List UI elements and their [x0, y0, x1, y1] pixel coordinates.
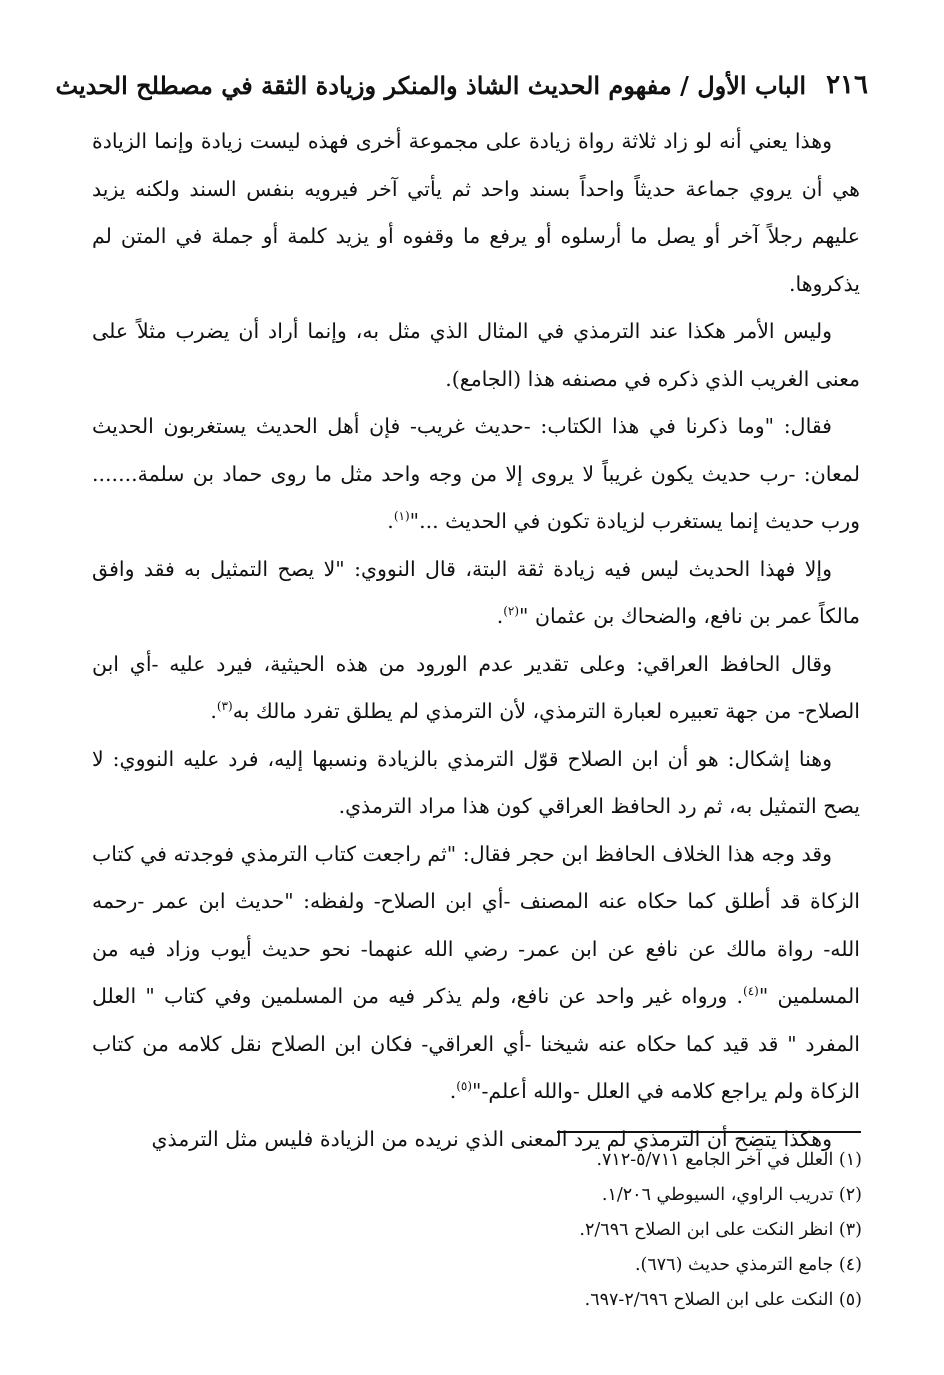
page-number: ٢١٦ — [826, 70, 868, 100]
footnote-separator — [557, 1131, 861, 1133]
paragraph: وليس الأمر هكذا عند الترمذي في المثال الذي مثل به، وإنما أراد أن يضرب مثلاً على معنى الغريب الذي ذكره في مصنفه هذا (الجامع). — [92, 319, 860, 391]
paragraph: وقال الحافظ العراقي: وعلى تقدير عدم الورود من هذه الحيثية، فيرد عليه -أي ابن الصلاح- من جهة تعبيره لعبارة الترمذي، لأن الترمذي لم يطلق تفرد مالك به$^{(٣)}$. — [92, 651, 860, 723]
footnote: (١) العلل في آخر الجامع ٥/٧١١-٧١٢. — [596, 1150, 862, 1170]
footnote-ref: (٢) — [503, 604, 520, 619]
paragraph: وإلا فهذا الحديث ليس فيه زيادة ثقة البتة، قال النووي: "لا يصح التمثيل به فقد وافق مالكاً عمر بن نافع، والضحاك بن عثمان "$^{(٢)}$. — [92, 556, 860, 628]
footnote-ref: (١) — [393, 509, 410, 524]
footnote: (٥) النكت على ابن الصلاح ٢/٦٩٦-٦٩٧. — [584, 1290, 862, 1310]
footnote: (٣) انظر النكت على ابن الصلاح ٢/٦٩٦. — [579, 1220, 862, 1240]
paragraph: وهذا يعني أنه لو زاد ثلاثة رواة زيادة على مجموعة أخرى فهذه ليست زيادة وإنما الزيادة هي أن يروي جماعة حديثاً واحداً بسند واحد ثم يأتي آخر فيرويه بنفس السند ولكنه يزيد عليهم رجلاً آخر أو يصل ما أرسلوه أو يرفع ما وقفوه أو يزيد كلمة أو جملة في المتن لم يذكروها. — [92, 129, 860, 296]
footnote: (٤) جامع الترمذي حديث (٦٧٦). — [634, 1255, 862, 1275]
paragraph: وقد وجه هذا الخلاف الحافظ ابن حجر فقال: "ثم راجعت كتاب الترمذي فوجدته في كتاب الزكاة قد أطلق كما حكاه عنه المصنف -أي ابن الصلاح- ولفظه: "حديث ابن عمر -رحمه الله- رواة مالك عن نافع عن ابن عمر- رضي الله عنهما- نحو حديث أيوب وزاد فيه من المسلمين "$^{(٤)}$. ورواه غير واحد عن نافع، ولم يذكر فيه من المسلمين وفي كتاب " العلل المفرد " قد قيد كما حكاه عنه شيخنا -أي العراقي- فكان ابن الصلاح نقل كلامه من كتاب الزكاة ولم يراجع كلامه في العلل -والله أعلم-"$^{(٥)}$. — [92, 841, 860, 1103]
footnote: (٢) تدريب الراوي، السيوطي ١/٢٠٦. — [601, 1185, 862, 1205]
main-text — [92, 118, 860, 1163]
paragraph: فقال: "وما ذكرنا في هذا الكتاب: -حديث غريب- فإن أهل الحديث يستغربون الحديث لمعان: -رب حديث يكون غريباً لا يروى إلا من وجه واحد مثل ما روى حماد بن سلمة....... ورب حديث إنما يستغرب لزيادة تكون في الحديث ..."$^{(١)}$. — [92, 414, 860, 533]
running-title: الباب الأول / مفهوم الحديث الشاذ والمنكر وزيادة الثقة في مصطلح الحديث — [55, 70, 807, 100]
footnote-ref: (٥) — [456, 1079, 473, 1094]
footnote-ref: (٤) — [743, 984, 759, 999]
paragraph: وهكذا يتضح أن الترمذي لم يرد المعنى الذي نريده من الزيادة فليس مثل الترمذي — [151, 1126, 832, 1151]
footnote-ref: (٣) — [216, 699, 233, 714]
running-header — [55, 62, 868, 108]
footnotes — [300, 1143, 862, 1318]
paragraph: وهنا إشكال: هو أن ابن الصلاح قوّل الترمذي بالزيادة ونسبها إليه، فرد عليه النووي: لا يصح التمثيل به، ثم رد الحافظ العراقي كون هذا مراد الترمذي. — [92, 746, 860, 818]
